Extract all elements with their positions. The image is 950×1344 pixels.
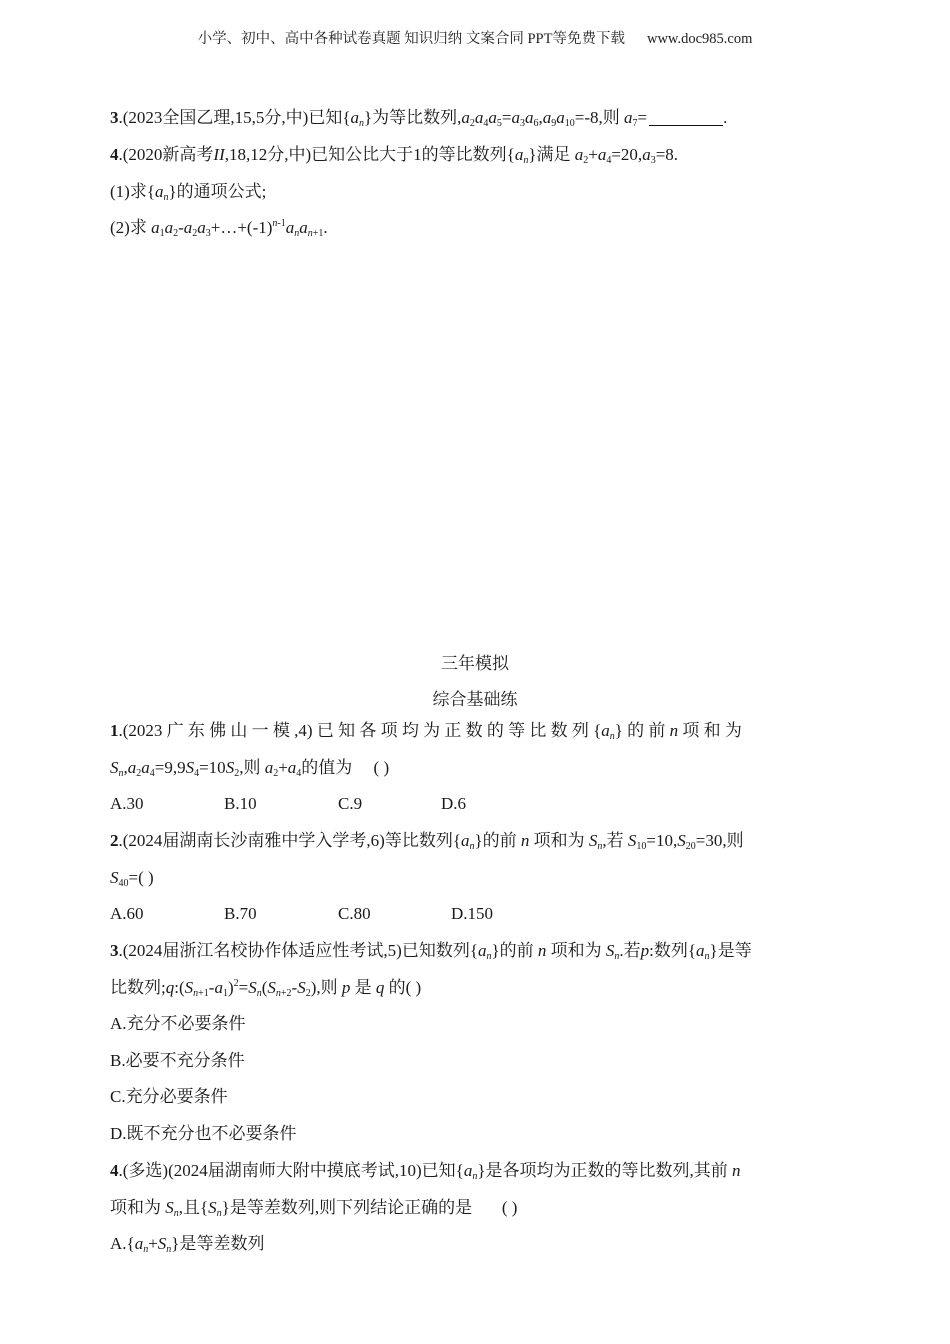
option-b[interactable]: B.必要不充分条件 <box>110 1051 245 1070</box>
option-a[interactable]: A.60 <box>110 904 144 923</box>
page-header <box>0 27 950 48</box>
section-title: 三年模拟 <box>441 654 509 673</box>
header-text: 小学、初中、高中各种试卷真题 知识归纳 文案合同 PPT等免费下载 <box>197 31 625 47</box>
answer-blank[interactable] <box>649 110 723 126</box>
question-4-part-1: (1)求$\{a_n\}$的通项公式; <box>110 182 267 203</box>
option-c[interactable]: C.充分必要条件 <box>110 1087 228 1106</box>
option-a[interactable]: A.充分不必要条件 <box>110 1014 246 1033</box>
answer-paren: ( ) <box>373 758 390 777</box>
mock-question-4-line2: 项和为 $S_n$,且$\{S_n\}$是等差数列,则下列结论正确的是 ( ) <box>110 1198 518 1219</box>
mock-question-1-line2: $S_n,a_2a_4=9,9S_4=10S_2$,则 $a_2+a_4$的值为 ( ) <box>110 758 390 779</box>
question-4-part-2: (2)求 $a_1a_2-a_2a_3+\dots+(-1)^{n-1}a_na_{n+1}$. <box>110 218 328 239</box>
option-d[interactable]: D.既不充分也不必要条件 <box>110 1124 297 1143</box>
option-d[interactable]: D.6 <box>441 794 467 813</box>
option-b[interactable]: B.70 <box>224 904 257 923</box>
mock-question-3-line2: 比数列$;q:(S_{n+1}-a_1)^2=S_n(S_{n+2}-S_2)$,则 p 是 q 的( ) <box>110 978 422 999</box>
option-a[interactable]: $A.\{a_n+S_n\}$是等差数列 <box>110 1234 265 1255</box>
answer-paren: ( ) <box>501 1198 518 1217</box>
mock-question-2: 2.(2024届湖南长沙南雅中学入学考,6)等比数列$\{a_n\}$的前 n 项和为 $S_n$,若 $S_{10}=10,S_{20}=30$,则 <box>110 831 744 852</box>
option-a[interactable]: A.30 <box>110 794 144 813</box>
header-site: www.doc985.com <box>646 31 753 47</box>
question-4-gaokao: 4.(2020新高考II,18,12分,中)已知公比大于1的等比数列$\{a_n\}$满足 $a_2+a_4=20,a_3=8$. <box>110 145 679 166</box>
option-c[interactable]: C.9 <box>338 794 363 813</box>
mock-question-2-line2: $S_{40}=$( ) <box>110 868 154 889</box>
mock-question-3: 3.(2024届浙江名校协作体适应性考试,5)已知数列$\{a_n\}$的前 n 项和为 $S_n$.若p:数列$\{a_n\}$是等 <box>110 941 752 962</box>
option-b[interactable]: B.10 <box>224 794 257 813</box>
question-3-gaokao: 3.(2023全国乙理,15,5分,中)已知$\{a_n\}$为等比数列$,a_2a_4a_5=a_3a_6,a_9a_{10}=-8$,则 $a_7=$ . <box>110 108 728 129</box>
mock-question-1: 1.(2023 广 东 佛 山 一 模 ,4) 已 知 各 项 均 为 正 数 的 等 比 数 列 $\{a_n\}$ 的 前 n 项 和 为 <box>110 721 742 742</box>
option-c[interactable]: C.80 <box>338 904 371 923</box>
mock-question-4: 4.(多选)(2024届湖南师大附中摸底考试,10)已知$\{a_n\}$是各项均为正数的等比数列,其前 n <box>110 1161 741 1182</box>
option-d[interactable]: D.150 <box>451 904 494 923</box>
section-subtitle: 综合基础练 <box>432 690 518 709</box>
